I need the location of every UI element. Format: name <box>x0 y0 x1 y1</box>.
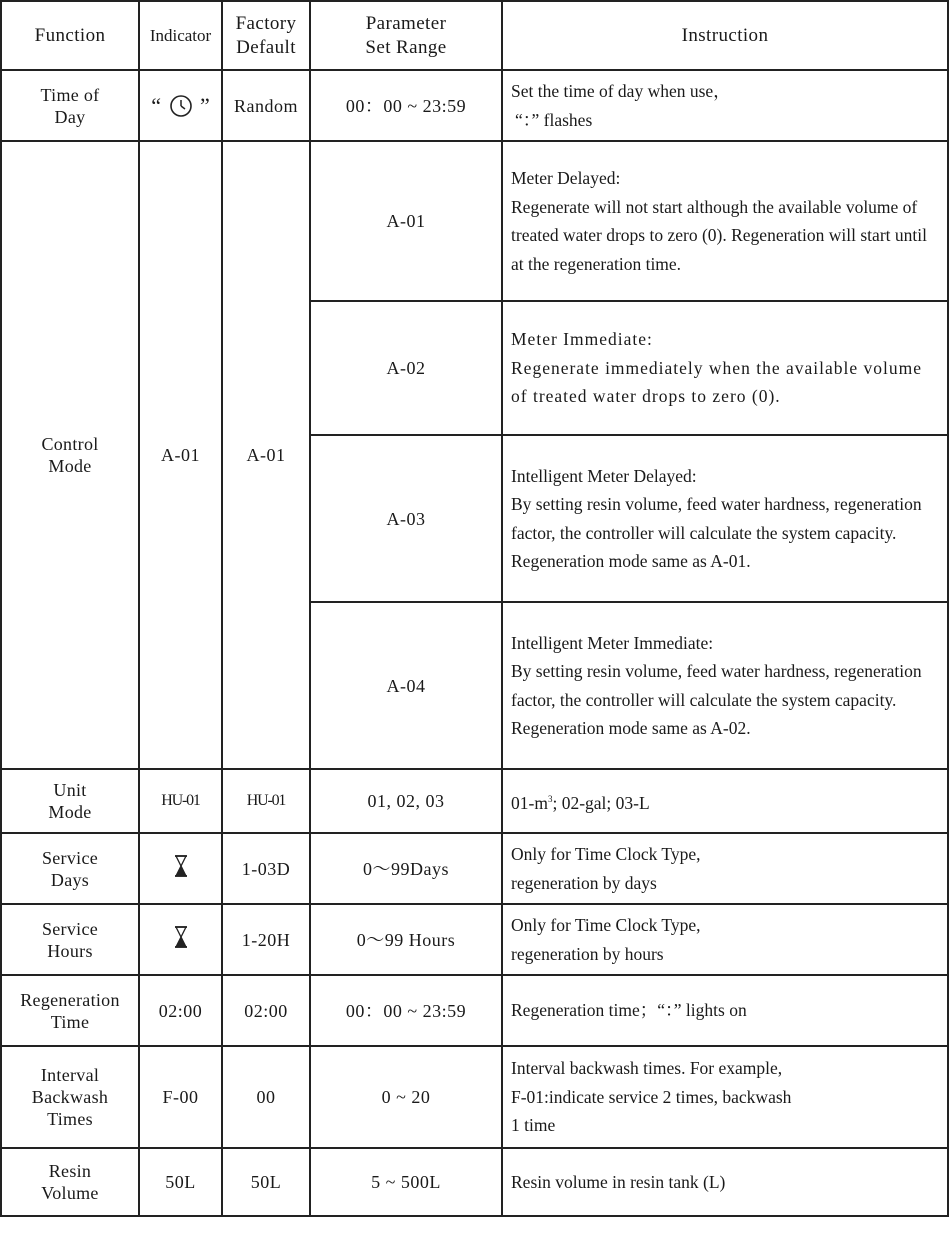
row-time-of-day <box>1 70 948 141</box>
row-service-hours <box>1 904 948 975</box>
indicator-service-hours <box>139 904 222 975</box>
indicator-unit-mode: HU-01 <box>139 769 222 833</box>
range-regeneration-time: 00：00 ~ 23:59 <box>310 975 502 1046</box>
instruction-a04: Intelligent Meter Immediate: By setting resin volume, feed water hardness, regeneration factor, the controller will calculate the system capacity. Regeneration mode same as A-02. <box>502 602 948 769</box>
instruction-time-of-day: Set the time of day when use， “：” flashes <box>502 70 948 141</box>
row-control-mode-a01 <box>1 141 948 301</box>
range-a04: A-04 <box>310 602 502 769</box>
range-service-days: 0～99Days <box>310 833 502 904</box>
default-interval-backwash: 00 <box>222 1046 310 1148</box>
function-control-mode: Control Mode <box>1 141 139 769</box>
default-regeneration-time: 02:00 <box>222 975 310 1046</box>
header-function: Function <box>1 1 139 70</box>
instruction-a01: Meter Delayed: Regenerate will not start although the available volume of treated water drops to zero (0). Regeneration will start until at the regeneration time. <box>502 141 948 301</box>
range-interval-backwash: 0 ~ 20 <box>310 1046 502 1148</box>
range-a02: A-02 <box>310 301 502 435</box>
hourglass-icon <box>174 855 188 877</box>
default-resin-volume: 50L <box>222 1148 310 1216</box>
row-service-days <box>1 833 948 904</box>
default-time-of-day: Random <box>222 70 310 141</box>
instruction-service-hours: Only for Time Clock Type, regeneration by hours <box>502 904 948 975</box>
function-regeneration-time: Regeneration Time <box>1 975 139 1046</box>
default-unit-mode: HU-01 <box>222 769 310 833</box>
header-instruction: Instruction <box>502 1 948 70</box>
indicator-service-days <box>139 833 222 904</box>
instruction-a02: Meter Immediate: Regenerate immediately when the available volume of treated water drops to zero (0). <box>502 301 948 435</box>
function-time-of-day: Time of Day <box>1 70 139 141</box>
indicator-interval-backwash: F-00 <box>139 1046 222 1148</box>
default-service-hours: 1-20H <box>222 904 310 975</box>
row-interval-backwash <box>1 1046 948 1148</box>
clock-icon <box>168 93 194 119</box>
range-service-hours: 0～99 Hours <box>310 904 502 975</box>
range-resin-volume: 5 ~ 500L <box>310 1148 502 1216</box>
header-row <box>1 1 948 70</box>
instruction-unit-mode: $01-m^3$; 02-gal; 03-L <box>502 769 948 833</box>
function-service-days: Service Days <box>1 833 139 904</box>
header-indicator: Indicator <box>139 1 222 70</box>
function-resin-volume: Resin Volume <box>1 1148 139 1216</box>
indicator-control-mode: A-01 <box>139 141 222 769</box>
row-unit-mode <box>1 769 948 833</box>
header-parameter-range: Parameter Set Range <box>310 1 502 70</box>
indicator-time-of-day: “ ” <box>139 70 222 141</box>
default-service-days: 1-03D <box>222 833 310 904</box>
function-interval-backwash: Interval Backwash Times <box>1 1046 139 1148</box>
range-a03: A-03 <box>310 435 502 602</box>
indicator-regeneration-time: 02:00 <box>139 975 222 1046</box>
range-time-of-day: 00：00 ~ 23:59 <box>310 70 502 141</box>
hourglass-icon <box>174 926 188 948</box>
instruction-resin-volume: Resin volume in resin tank (L) <box>502 1148 948 1216</box>
header-factory-default: Factory Default <box>222 1 310 70</box>
instruction-service-days: Only for Time Clock Type, regeneration by days <box>502 833 948 904</box>
instruction-regeneration-time: Regeneration time；“：” lights on <box>502 975 948 1046</box>
range-unit-mode: 01, 02, 03 <box>310 769 502 833</box>
range-a01: A-01 <box>310 141 502 301</box>
instruction-a03: Intelligent Meter Delayed: By setting resin volume, feed water hardness, regeneration factor, the controller will calculate the system capacity. Regeneration mode same as A-01. <box>502 435 948 602</box>
indicator-resin-volume: 50L <box>139 1148 222 1216</box>
instruction-interval-backwash: Interval backwash times. For example, F-01:indicate service 2 times, backwash 1 time <box>502 1046 948 1148</box>
row-resin-volume <box>1 1148 948 1216</box>
function-service-hours: Service Hours <box>1 904 139 975</box>
default-control-mode: A-01 <box>222 141 310 769</box>
function-unit-mode: Unit Mode <box>1 769 139 833</box>
row-regeneration-time <box>1 975 948 1046</box>
